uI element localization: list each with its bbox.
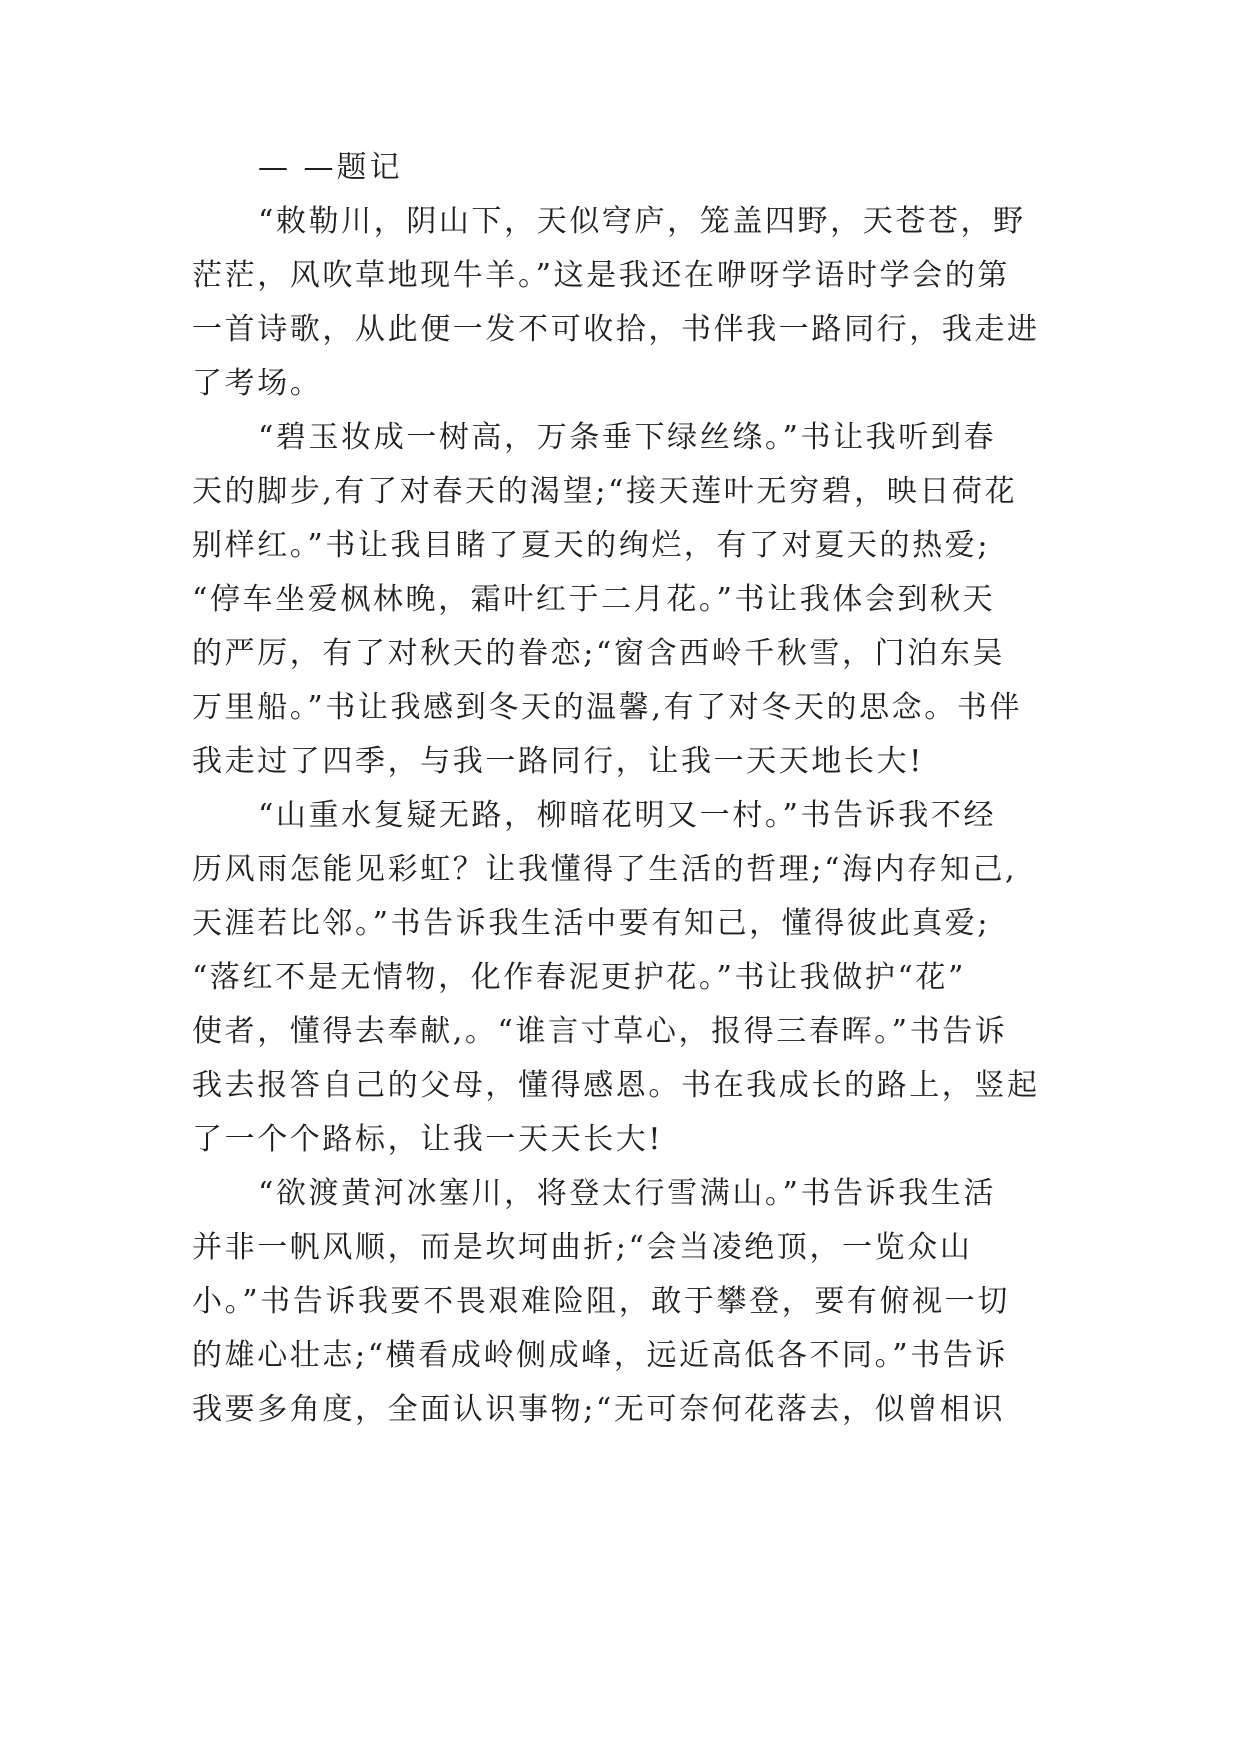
- paragraph-2-line-7: 我走过了四季，与我一路同行，让我一天天地长大!: [192, 744, 924, 779]
- paragraph-1-line-2: 茫茫，风吹草地现牛羊。”这是我还在咿呀学语时学会的第: [192, 258, 1010, 293]
- paragraph-1-line-1: “敕勒川，阴山下，天似穹庐，笼盖四野，天苍苍，野: [258, 204, 1026, 239]
- paragraph-4-line-4: 的雄心壮志;“横看成岭侧成峰，远近高低各不同。”书告诉: [192, 1338, 1008, 1373]
- paragraph-2-line-5: 的严厉，有了对秋天的眷恋;“窗含西岭千秋雪，门泊东吴: [192, 636, 1006, 671]
- paragraph-2-line-3: 别样红。”书让我目睹了夏天的绚烂，有了对夏天的热爱;: [192, 528, 991, 563]
- paragraph-2-line-6: 万里船。”书让我感到冬天的温馨,有了对冬天的思念。书伴: [192, 690, 1023, 725]
- paragraph-3-line-5: 使者，懂得去奉献,。“谁言寸草心，报得三春晖。”书告诉: [192, 1014, 1008, 1049]
- paragraph-4-line-1: “欲渡黄河冰塞川，将登太行雪满山。”书告诉我生活: [258, 1176, 997, 1211]
- paragraph-4-line-3: 小。”书告诉我要不畏艰难险阻，敢于攀登，要有俯视一切: [192, 1284, 1010, 1319]
- paragraph-2-line-4: “停车坐爱枫林晚，霜叶红于二月花。”书让我体会到秋天: [192, 582, 996, 617]
- paragraph-1-line-3: 一首诗歌，从此便一发不可收拾，书伴我一路同行，我走进: [192, 312, 1040, 347]
- paragraph-2-line-1: “碧玉妆成一树高，万条垂下绿丝绦。”书让我听到春: [258, 420, 997, 455]
- paragraph-3-line-3: 天涯若比邻。”书告诉我生活中要有知己，懂得彼此真爱;: [192, 906, 991, 941]
- paragraph-4-line-5: 我要多角度，全面认识事物;“无可奈何花落去，似曾相识: [192, 1392, 1006, 1427]
- paragraph-1-line-4: 了考场。: [192, 366, 323, 401]
- paragraph-3-line-2: 历风雨怎能见彩虹？让我懂得了生活的哲理;“海内存知己,: [192, 852, 1018, 887]
- paragraph-3-line-6: 我去报答自己的父母，懂得感恩。书在我成长的路上，竖起: [192, 1068, 1040, 1103]
- paragraph-2-line-2: 天的脚步,有了对春天的渴望;“接天莲叶无穷碧，映日荷花: [192, 474, 1018, 509]
- paragraph-4-line-2: 并非一帆风顺，而是坎坷曲折;“会当凌绝顶，一览众山: [192, 1230, 973, 1265]
- paragraph-3-line-7: 了一个个路标，让我一天天长大!: [192, 1122, 664, 1157]
- paragraph-3-line-1: “山重水复疑无路，柳暗花明又一村。”书告诉我不经: [258, 798, 997, 833]
- epigraph: — —题记: [258, 150, 403, 185]
- paragraph-3-line-4: “落红不是无情物，化作春泥更护花。”书让我做护“花”: [192, 960, 966, 995]
